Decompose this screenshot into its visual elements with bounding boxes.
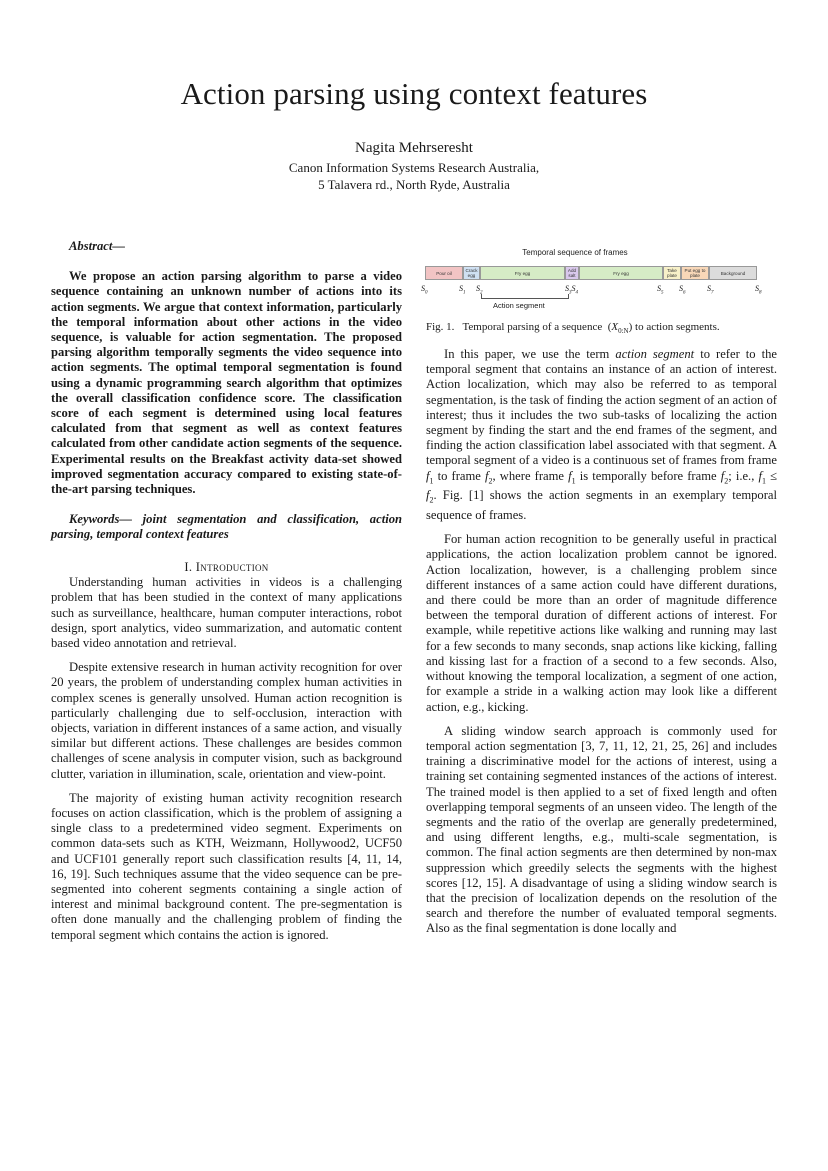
marker-s3s4: $S_3S_4$ [565,284,578,296]
introduction-section [51,560,402,943]
intro-paragraph-2: Despite extensive research in human activity recognition for over 20 years, the problem of understanding complex human activities in complex scenes is generally unsolved. Human action recognition is particularly challenging due to self-occlusion, interaction with objects, variation in different instances of a same action, and visually similar but different actions. These challenges are besides common challenges of scene analysis in computer vision, such as background clutter, variation in illumination, scale, orientation and view-point. [51,660,402,781]
right-paragraph-1: In this paper, we use the term action segment to refer to the temporal segment that contains an instance of an action of interest. Action localization, which may also be referred to as temporal segmentation, is the task of finding the action segment of an action of interest; thus it includes the two sub-tasks of localizing the action segment by finding the start and the end frames of the segment, and finding the action classification label associated with that segment. A temporal segment of a video is a continuous set of frames from frame $f_1$ to frame $f_2$, where frame $f_1$ is temporally before frame $f_2$; i.e., $f_1 \le f_2$. Fig. [1] shows the action segments in an exemplary temporal sequence of frames. [426,347,777,523]
segment-put-egg-to-plate: Put egg to plate [681,266,709,280]
segment-add-salt: Add salt [565,266,579,280]
keywords: Keywords— joint segmentation and classification, action parsing, temporal context features [51,512,402,542]
segment-take-plate: Take plate [663,266,681,280]
figure-caption: Fig. 1. Temporal parsing of a sequence $(X_{0:N})$ to action segments. [426,321,720,336]
affiliation-line-2: 5 Talavera rd., North Ryde, Australia [318,177,510,192]
action-segment-label: Action segment [493,301,545,310]
marker-s1: $S_1$ [459,284,466,296]
segment-background: Background [709,266,757,280]
affiliation-line-1: Canon Information Systems Research Australia, [288,160,540,175]
marker-s8: $S_8$ [755,284,762,296]
author-name: Nagita Mehrseresht [355,140,473,156]
intro-paragraph-1: Understanding human activities in videos is a challenging problem that has been studied in the context of many applications such as surveillance, healthcare, human computer interactions, robot design, sport analytics, video summarization, and automatic content based video annotation and retrieval. [51,575,402,651]
section-heading-introduction: I. Introduction [184,560,269,574]
figure-title: Temporal sequence of frames [522,248,628,257]
segment-crack-egg: Crack egg [463,266,480,280]
marker-s5: $S_5$ [657,284,664,296]
segment-bracket [481,294,569,299]
abstract-body: We propose an action parsing algorithm to parse a video sequence containing an unknown number of actions into its action segments. We argue that context information, particularly the temporal information about other actions in the video sequence, is valuable for action segmentation. The proposed parsing algorithm temporally segments the video sequence into action segments. The optimal temporal segmentation is found using a dynamic programming search algorithm that optimizes the overall classification confidence score. The classification score of each segment is determined using local features calculated from that segment as well as context features calculated from other candidate action segments of the sequence. Experimental results on the Breakfast activity data-set showed improved segmentation accuracy compared to existing state-of-the-art parsing techniques. [51,269,402,497]
segment-pour-oil: Pour oil [425,266,463,280]
right-paragraph-2: For human action recognition to be generally useful in practical applications, the action localization problem cannot be ignored. Action localization, however, is a challenging problem since different instances of a same action could have different durations, and there could be more than an order of magnitude difference between the temporal duration of different actions of interest. For example, while repetitive actions like walking and running may last for a few seconds to many seconds, snap actions like kicking, falling and kissing last for a fraction of a second to a few seconds. Also, without knowing the temporal localization, a segment of one action, for example a stride in a walking action may look like a different action, e.g., kicking. [426,532,777,714]
abstract-section [51,239,402,543]
intro-paragraph-3: The majority of existing human activity recognition research focuses on action classification, which is the problem of assigning a single class to a predetermined video segment. Experiments on common data-sets such as KTH, Weizmann, Hollywood2, UCF50 and UCF101 generally report such classification results [4, 11, 14, 16, 19]. Such techniques assume that the video sequence can be pre-segmented into coherent segments containing a single action of interest and minimal background content. The pre-segmentation is often done manually and the challenging problem of finding the temporal segment which contains the action is ignored. [51,790,402,942]
segment-fry-egg-1: Fry egg [480,266,565,280]
marker-s0: $S_0$ [421,284,428,296]
segment-fry-egg-2: Fry egg [579,266,663,280]
figure-temporal-parsing [421,244,781,314]
right-paragraph-3: A sliding window search approach is commonly used for temporal action segmentation [3, 7, 11, 12, 21, 25, 26] and includes training a discriminative model for the actions of interest, using a training set containing segmented instances of the actions of interest. The trained model is then applied to a set of fixed length and often overlapping temporal segments of an unseen video. The length of the segments and the ratio of the overlap are generally predetermined, and using different lengths, e.g., multi-scale segmentation, is common. The final action segments are then determined by non-max suppression which greedily selects the segments with the highest scores [12, 15]. A disadvantage of using a sliding window search is that the precision of localization depends on the resolution of the search and therefore the number of evaluated temporal segments. Also as the final segmentation is done locally and [426,723,777,936]
paper-title: Action parsing using context features [180,76,648,111]
abstract-heading: Abstract— [69,239,125,253]
marker-s6: $S_6$ [679,284,686,296]
right-column-text [426,347,777,937]
marker-s7: $S_7$ [707,284,714,296]
marker-s2: $S_2$ [476,284,483,296]
